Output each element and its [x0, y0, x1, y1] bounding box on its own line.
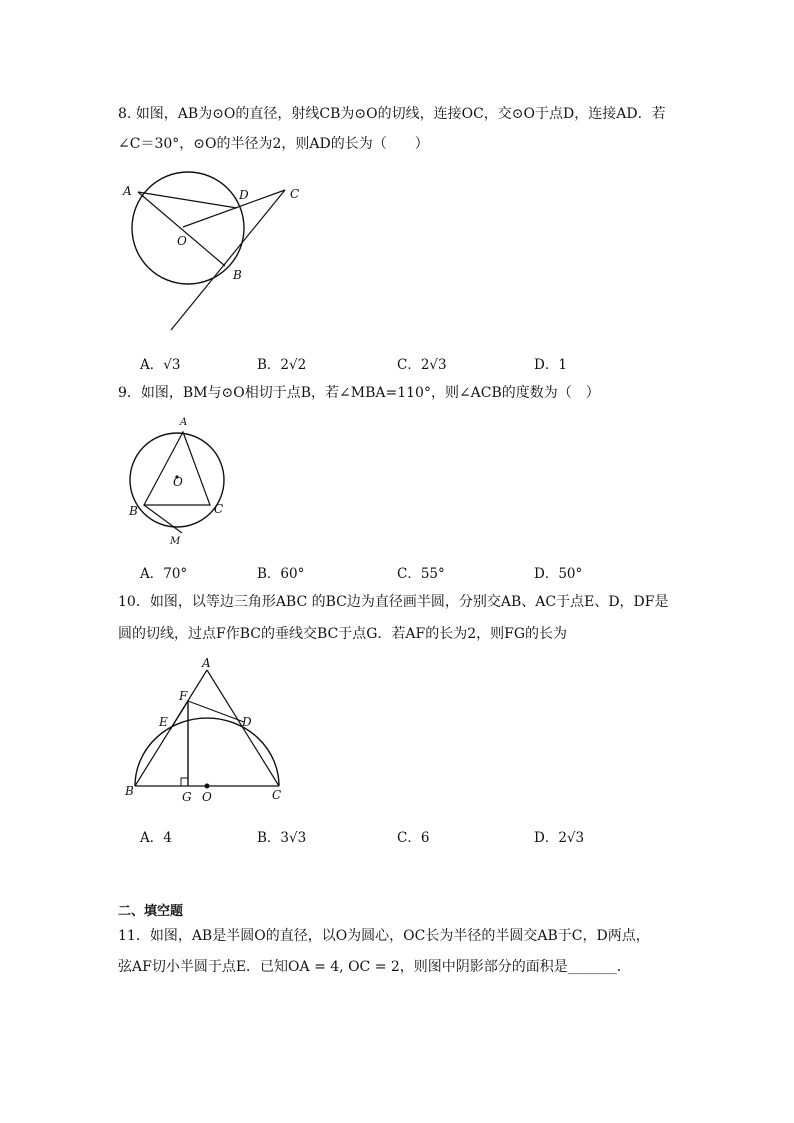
q11-text-line2: 弦AF切小半圆于点E．已知OA = 4, OC = 2，则图中阴影部分的面积是_______．	[118, 959, 631, 975]
q10-label-d: D	[242, 715, 252, 729]
q10-option-a[interactable]: A．4	[140, 830, 172, 846]
q8-text-line2: ∠C＝30°，⊙O的半径为2，则AD的长为（ ）	[118, 136, 429, 152]
q9-option-b[interactable]: B．60°	[257, 566, 305, 582]
q10-text-line1: 10．如图，以等边三角形ABC 的BC边为直径画半圆，分别交AB、AC于点E、D，DF是	[118, 594, 669, 610]
q8-figure	[115, 175, 315, 335]
q10-text-line2: 圆的切线，过点F作BC的垂线交BC于点G．若AF的长为2，则FG的长为	[118, 626, 568, 642]
q10-label-g: G	[182, 790, 192, 804]
q8-label-o: O	[177, 234, 187, 248]
q8-option-d[interactable]: D．1	[534, 357, 567, 373]
q10-label-b: B	[125, 784, 134, 798]
q8-segment-ad	[138, 192, 237, 208]
q10-option-b[interactable]: B．3√3	[257, 830, 307, 846]
q8-label-b: B	[233, 268, 242, 282]
q8-option-a[interactable]: A．√3	[140, 357, 181, 373]
q10-right-angle-mark	[181, 778, 188, 786]
q9-label-m: M	[170, 536, 181, 547]
q10-segment-fe	[170, 701, 188, 730]
q9-option-a[interactable]: A．70°	[140, 566, 188, 582]
q8-label-d: D	[239, 188, 249, 202]
q10-label-f: F	[179, 689, 188, 703]
q9-figure	[120, 412, 240, 552]
q10-label-e: E	[159, 715, 168, 729]
q9-option-d[interactable]: D．50°	[534, 566, 583, 582]
q8-option-b[interactable]: B．2√2	[257, 357, 307, 373]
q10-option-c[interactable]: C．6	[397, 830, 430, 846]
q8-circle	[132, 172, 244, 284]
q10-label-c: C	[272, 788, 282, 802]
q9-label-c: C	[214, 502, 224, 516]
q9-option-c[interactable]: C．55°	[397, 566, 445, 582]
q9-label-o: O	[173, 475, 183, 489]
q8-text-line1: 8. 如图，AB为⊙O的直径，射线CB为⊙O的切线，连接OC，交⊙O于点D，连接AD．若	[118, 106, 666, 122]
q11-text-line1: 11．如图，AB是半圆O的直径，以O为圆心，OC长为半径的半圆交AB于C，D两点，	[118, 928, 650, 944]
q8-label-a: A	[123, 184, 132, 198]
q10-option-d[interactable]: D．2√3	[534, 830, 585, 846]
q10-label-o: O	[202, 790, 212, 804]
q9-label-a: A	[180, 417, 188, 428]
q10-label-a: A	[202, 656, 211, 670]
q9-label-b: B	[129, 504, 138, 518]
q9-triangle-abc	[144, 432, 210, 505]
section-title-fill-in: 二、填空题	[118, 904, 184, 919]
q9-text-line1: 9．如图，BM与⊙O相切于点B，若∠MBA=110°，则∠ACB的度数为（ ）	[118, 385, 600, 401]
q10-figure	[120, 655, 300, 805]
q8-diameter-ab	[138, 192, 225, 266]
q10-center-dot	[205, 784, 210, 789]
q8-label-c: C	[290, 187, 300, 201]
q8-option-c[interactable]: C．2√3	[397, 357, 447, 373]
